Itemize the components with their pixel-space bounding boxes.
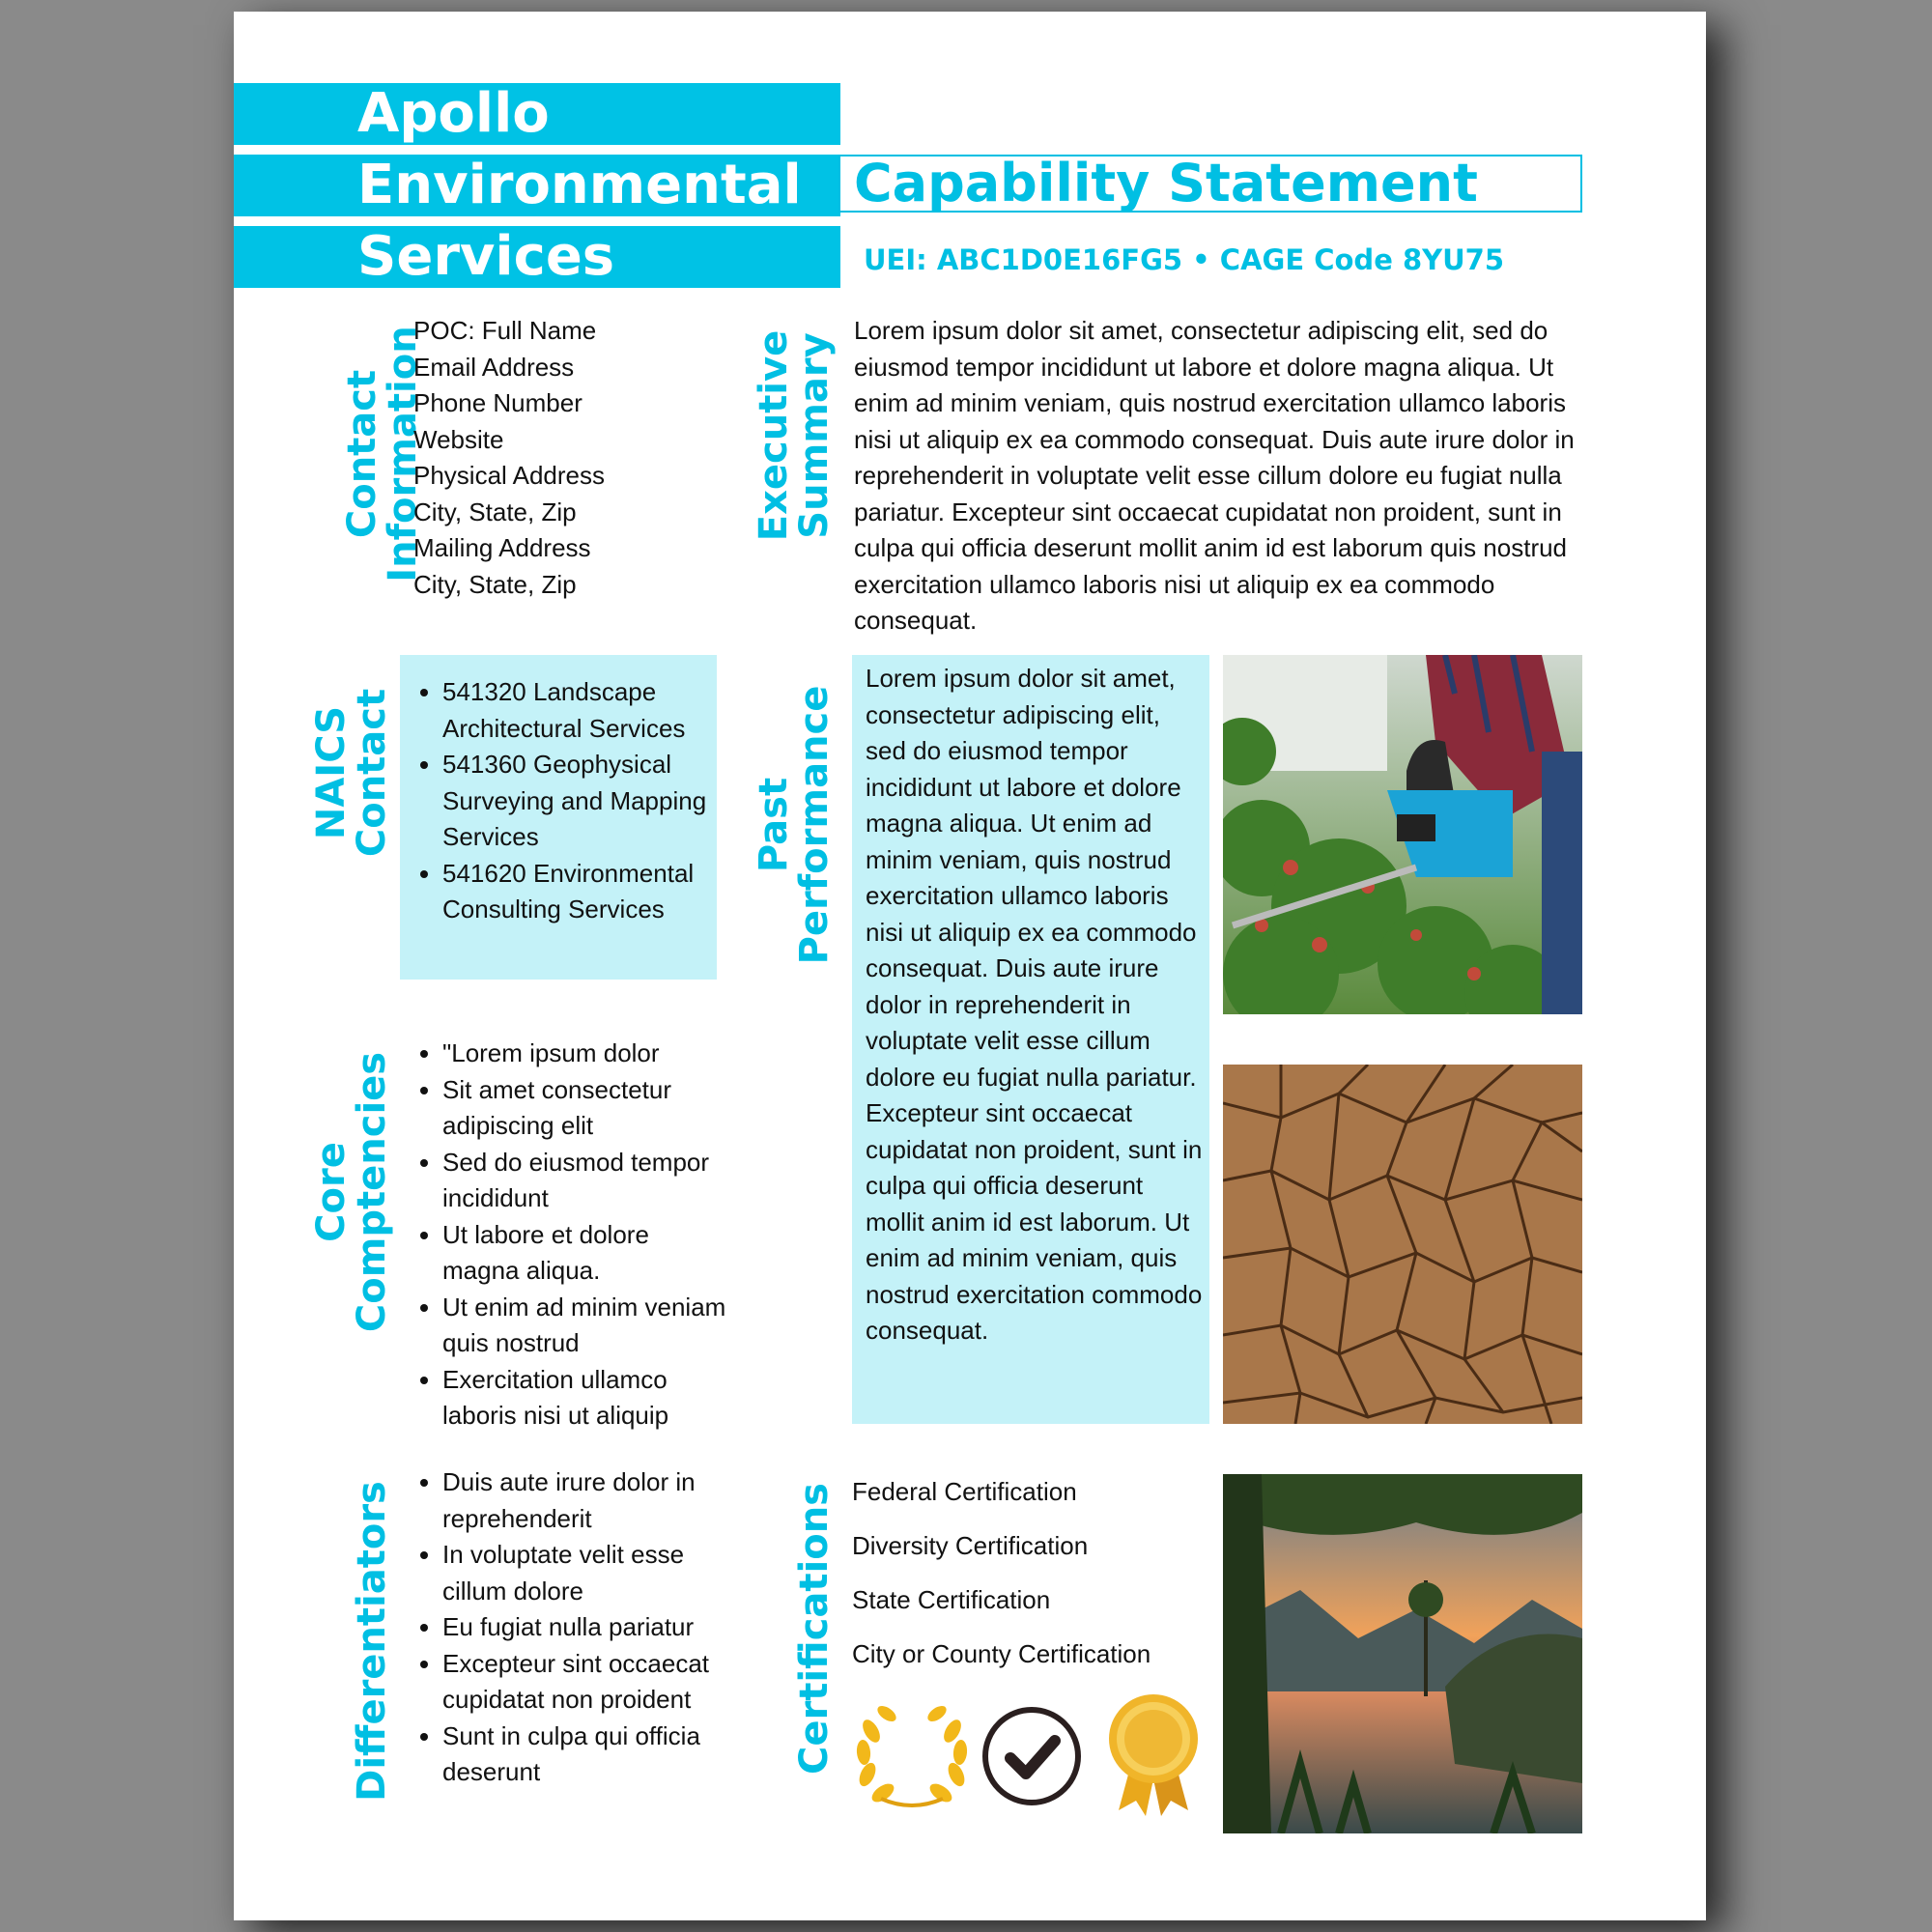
company-name-line-3: Services — [357, 225, 615, 288]
core-item: • Exercitation ullamco laboris nisi ut aliquip — [442, 1362, 732, 1435]
differentiator-item: • Sunt in culpa qui officia deserunt — [442, 1719, 752, 1791]
differentiator-item: • Duis aute irure dolor in reprehenderit — [442, 1464, 752, 1537]
contact-line: POC: Full Name — [413, 316, 597, 345]
contact-line: City, State, Zip — [413, 497, 577, 526]
past-performance-heading — [753, 672, 835, 978]
company-name-bar-1 — [234, 83, 840, 145]
executive-summary-heading — [753, 313, 835, 558]
certification-item: Federal Certification — [852, 1477, 1077, 1506]
company-name-line-1: Apollo — [357, 82, 550, 145]
certifications-list — [852, 1464, 1200, 1681]
certifications-heading — [794, 1464, 835, 1793]
executive-heading-line-2: Summary — [792, 332, 837, 539]
core-heading-line-1: Core — [309, 1142, 354, 1242]
core-heading-line-2: Comptencies — [350, 1051, 394, 1333]
uei-cage-codes: UEI: ABC1D0E16FG5 • CAGE Code 8YU75 — [864, 243, 1505, 276]
naics-heading-line-1: NAICS — [309, 705, 354, 840]
laurel-wreath-icon — [852, 1692, 972, 1812]
contact-line: Website — [413, 424, 504, 454]
past-performance-text: Lorem ipsum dolor sit amet, consectetur adipiscing elit, sed do eiusmod tempor incididunt ut labore et dolore magna aliqua. Ut enim ad minim veniam, quis nostrud exercitation ullamco laboris nisi ut aliquip ex ea commodo consequat. Duis aute irure dolor in reprehenderit in voluptate velit esse cillum dolore eu fugiat nulla pariatur. Excepteur sint occaecat cupidatat non proident, sunt in culpa qui officia deserunt mollit anim id est laborum. Ut enim ad minim veniam, quis nostrud exercitation commodo consequat. — [866, 664, 1203, 1345]
naics-item: • 541360 Geophysical Surveying and Mapping Services — [442, 747, 732, 856]
differentiators-list — [404, 1464, 752, 1791]
naics-item: • 541320 Landscape Architectural Services — [442, 674, 732, 747]
naics-item: • 541620 Environmental Consulting Services — [442, 856, 732, 928]
differentiator-item: • In voluptate velit esse cillum dolore — [442, 1537, 752, 1609]
contact-line: City, State, Zip — [413, 569, 577, 599]
contact-heading — [342, 313, 423, 595]
company-name-bar-2 — [234, 155, 840, 216]
differentiator-item: • Eu fugiat nulla pariatur — [442, 1609, 752, 1646]
certifications-heading-text: Certifications — [792, 1483, 837, 1775]
core-item: • Ut enim ad minim veniam quis nostrud — [442, 1290, 732, 1362]
contact-line: Phone Number — [413, 388, 582, 417]
certification-item: State Certification — [852, 1585, 1051, 1614]
core-item: • "Lorem ipsum dolor — [442, 1036, 732, 1072]
core-item: • Sit amet consectetur adipiscing elit — [442, 1072, 732, 1145]
core-competencies-heading — [311, 1034, 392, 1350]
past-heading-line-2: Performance — [792, 685, 837, 965]
contact-heading-line-2: Information — [381, 326, 425, 582]
cracked-earth-photo — [1223, 1065, 1582, 1424]
contact-line: Physical Address — [413, 461, 605, 490]
capability-statement-page — [234, 12, 1706, 1920]
core-competencies-list — [404, 1036, 732, 1435]
core-item: • Sed do eiusmod tempor incididunt — [442, 1145, 732, 1217]
contact-heading-line-1: Contact — [340, 369, 384, 539]
past-heading-line-1: Past — [752, 777, 796, 873]
document-title: Capability Statement — [838, 155, 1582, 213]
certification-item: City or County Certification — [852, 1639, 1151, 1668]
executive-summary-text: Lorem ipsum dolor sit amet, consectetur adipiscing elit, sed do eiusmod tempor incididunt ut labore et dolore magna aliqua. Ut enim ad minim veniam, quis nostrud exercitation ullamco laboris nisi ut aliquip ex ea commodo consequat. Duis aute irure dolor in reprehenderit in voluptate velit esse cillum dolore eu fugiat nulla pariatur. Excepteur sint occaecat cupidatat non proident, sunt in culpa qui officia deserunt mollit anim id est laborum quis nostrud exercitation ullamco laboris nisi ut aliquip ex ea commodo consequat. — [854, 316, 1575, 635]
certification-item: Diversity Certification — [852, 1531, 1089, 1560]
company-name-line-2: Environmental — [357, 154, 802, 216]
executive-heading-line-1: Executive — [752, 329, 796, 542]
differentiators-heading-text: Differentiators — [350, 1481, 394, 1802]
differentiators-heading — [352, 1470, 392, 1812]
company-name-bar-3 — [234, 226, 840, 288]
contact-line: Email Address — [413, 352, 575, 382]
contact-line: Mailing Address — [413, 533, 591, 562]
differentiator-item: • Excepteur sint occaecat cupidatat non proident — [442, 1646, 752, 1719]
naics-heading — [311, 678, 392, 867]
lake-sunset-photo — [1223, 1474, 1582, 1833]
hedge-trimming-photo — [1223, 655, 1582, 1014]
gold-medal-icon — [1103, 1692, 1204, 1818]
core-item: • Ut labore et dolore magna aliqua. — [442, 1217, 732, 1290]
contact-list — [413, 313, 732, 603]
checkmark-circle-icon — [980, 1704, 1084, 1808]
naics-heading-line-2: Contact — [350, 688, 394, 858]
naics-list — [404, 674, 732, 928]
